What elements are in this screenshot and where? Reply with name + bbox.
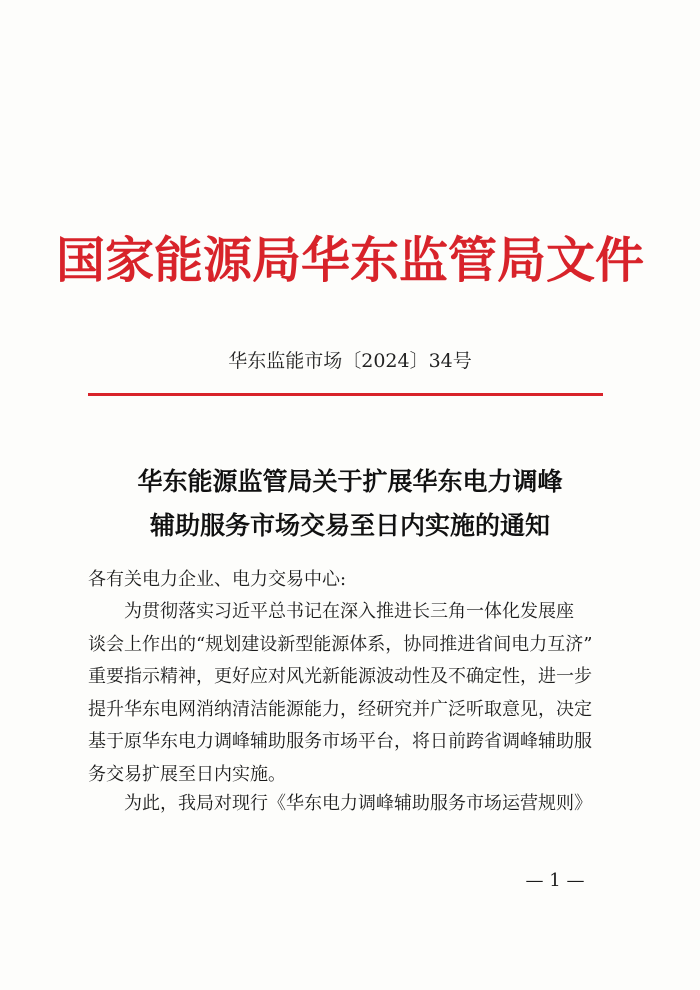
paragraph-2 bbox=[88, 788, 608, 821]
title-line-2: 辅助服务市场交易至日内实施的通知 bbox=[149, 511, 550, 540]
paragraph-line: 务交易扩展至日内实施。 bbox=[88, 763, 286, 785]
document-title bbox=[0, 460, 700, 548]
paragraph-line: 为贯彻落实习近平总书记在深入推进长三角一体化发展座 bbox=[124, 601, 574, 622]
paragraph-line: 谈会上作出的“规划建设新型能源体系，协同推进省间电力互济” bbox=[88, 633, 593, 655]
paragraph-line: 提升华东电网消纳清洁能源能力，经研究并广泛听取意见，决定 bbox=[88, 698, 592, 720]
paragraph-line: 重要指示精神，更好应对风光新能源波动性及不确定性，进一步 bbox=[88, 666, 592, 687]
document-number: 华东监能市场〔2024〕34号 bbox=[228, 350, 472, 372]
paragraph-line: 基于原华东电力调峰辅助服务市场平台，将日前跨省调峰辅助服 bbox=[88, 731, 592, 752]
red-divider bbox=[88, 393, 603, 396]
paragraph-line: 为此，我局对现行《华东电力调峰辅助服务市场运营规则》 bbox=[124, 793, 592, 814]
salutation: 各有关电力企业、电力交易中心: bbox=[88, 569, 347, 590]
issuer-header: 国家能源局华东监管局文件 bbox=[55, 232, 644, 289]
title-line-1: 华东能源监管局关于扩展华东电力调峰 bbox=[137, 467, 563, 496]
paragraph-1 bbox=[88, 596, 608, 791]
page-number: — 1 — bbox=[525, 870, 585, 891]
